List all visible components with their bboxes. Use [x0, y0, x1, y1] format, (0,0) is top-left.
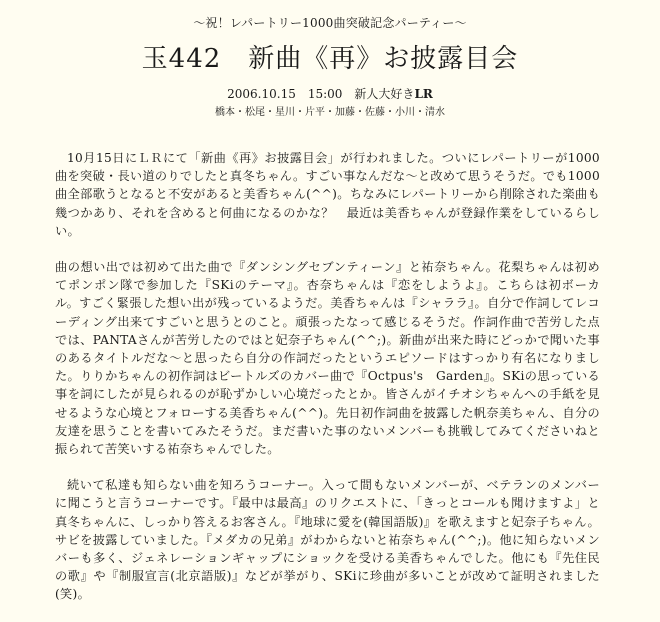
event-members: 橋本・松尾・星川・片平・加藤・佐藤・小川・清水 — [215, 107, 445, 118]
report-paragraph-3: 続いて私達も知らない曲を知ろうコーナー。入って間もないメンバーが、ベテランのメンバーに聞こうと言うコーナーです。『最中は最高』のリクエストに、「きっとコールも聞けますよ」と真冬ちゃんに、しっかり答えるお客さん。『地球に愛を(韓国語版)』を歌えますと妃奈子ちゃん。サビを披露していました。『メダカの兄弟』がわからないと祐奈ちゃん(^^;)。他に知らないメンバーも多く、ジェネレーションギャップにショックを受ける美香ちゃんでした。他にも『先住民の歌』や『制服宣言(北京語版)』などが挙がり、SKiに珍曲が多いことが改めて証明されました(笑)。 — [55, 478, 600, 602]
event-mc: LR — [414, 87, 433, 101]
report-paragraph-1: 10月15日にＬＲにて「新曲《再》お披露目会」が行われました。ついにレパートリーが1000曲を突破・長い道のりでしたと真冬ちゃん。すごい事なんだな〜と改めて思うそうだ。でも1000曲全部歌うとなると不安があると美香ちゃん(^^)。ちなみにレパートリーから削除された楽曲も幾つかあり、それを含めると何曲になるのかな？ 最近は美香ちゃんが登録作業をしているらしい。 — [55, 151, 600, 238]
event-date-time: 2006.10.15 15:00 新人大好き — [227, 87, 415, 101]
event-subtitle: ～祝！レパートリー1000曲突破記念パーティー～ — [193, 16, 467, 30]
event-date-line — [0, 85, 660, 102]
page-title: 玉442 新曲《再》お披露目会 — [141, 44, 519, 74]
report-body — [55, 149, 600, 622]
report-paragraph-2: 曲の想い出では初めて出た曲で『ダンシングセブンティーン』と祐奈ちゃん。花梨ちゃんは初めてポンポン隊で参加した『SKiのテーマ』。杏奈ちゃんは『恋をしようよ』。こちらは初ボーカル。すごく緊張した想い出が残っているようだ。美香ちゃんは『シャララ』。自分で作詞してレコーディング出来てすごいと思うとのこと。頑張ったなって感じるそうだ。作詞作曲で苦労した点では、PANTAさんが苦労したのではと妃奈子ちゃん(^^;)。新曲が出来た時にどっかで聞いた事のあるタイトルだな〜と思ったら自分の作詞だったというエピソードはすっかり有名になりました。りりかちゃんの初作詞はビートルズのカバー曲で『Octpus's Garden』。SKiの思っている事を詞にしたが見られるのが恥ずかしい心境だったとか。皆さんがイチオシちゃんへの手紙を見せるような心境とフォローする美香ちゃん(^^)。先日初作詞曲を披露した帆奈美ちゃん、自分の友達を思うことを書いてみたそうだ。まだ書いた事のないメンバーも挑戦してみてくださいねと振られて苦笑いする祐奈ちゃんでした。 — [55, 260, 600, 457]
